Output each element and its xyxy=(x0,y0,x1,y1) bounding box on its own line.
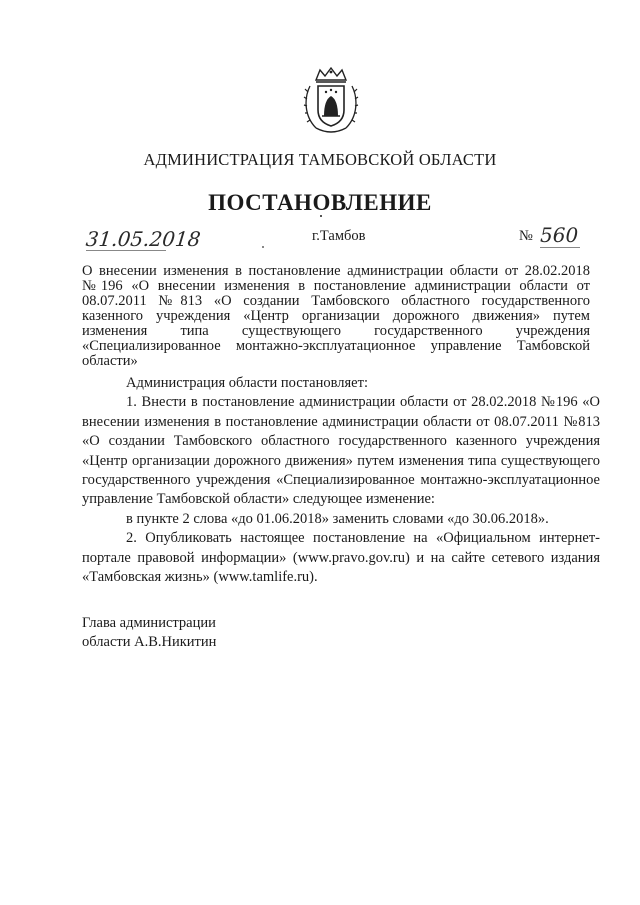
body-item-2: 2. Опубликовать настоящее постановление на «Официальном интернет-портале правовой информации» (www.pravo.gov.ru) и на сайте сетевого издания «Тамбовская жизнь» (www.tamlife.ru). xyxy=(82,530,600,586)
stray-mark xyxy=(320,215,322,217)
document-subject: О внесении изменения в постановление администрации области от 28.02.2018 №196 «О внесении изменения в постановление администрации области от 08.07.2011 №813 «О создании Тамбовского областного государственного казенного учреждения «Центр организации дорожного движения» путем изменения типа существующего государственного учреждения «Специализированное монтажно-эксплуатационное управление Тамбовской области» xyxy=(82,263,590,369)
number-underline xyxy=(540,247,580,248)
signature-block xyxy=(82,614,216,652)
date-underline xyxy=(86,250,166,251)
document-city: г.Тамбов xyxy=(312,228,366,244)
body-intro: Администрация области постановляет: xyxy=(126,375,368,391)
document-date: 31.05.2018 xyxy=(84,227,202,251)
signature-line-1: Глава администрации xyxy=(82,615,216,631)
stray-mark xyxy=(262,246,264,248)
tambov-coat-of-arms-icon xyxy=(302,66,360,138)
document-number-label: № xyxy=(519,228,533,244)
document-number: 560 xyxy=(540,223,579,247)
document-type-heading: ПОСТАНОВЛЕНИЕ xyxy=(208,190,432,215)
body-item-1: 1. Внести в постановление администрации области от 28.02.2018 №196 «О внесении изменения в постановление администрации области от 08.07.2011 №813 «О создании Тамбовского областного государственного казенного учреждения «Центр организации дорожного движения» путем изменения типа существующего государственного учреждения «Специализированное монтажно-эксплуатационное управление Тамбовской области» следующее изменение: xyxy=(82,394,600,508)
document-body xyxy=(82,374,600,587)
organization-title: АДМИНИСТРАЦИЯ ТАМБОВСКОЙ ОБЛАСТИ xyxy=(143,150,497,169)
signature-line-2: области А.В.Никитин xyxy=(82,634,217,650)
body-item-1-change: в пункте 2 слова «до 01.06.2018» заменить словами «до 30.06.2018». xyxy=(126,510,549,527)
